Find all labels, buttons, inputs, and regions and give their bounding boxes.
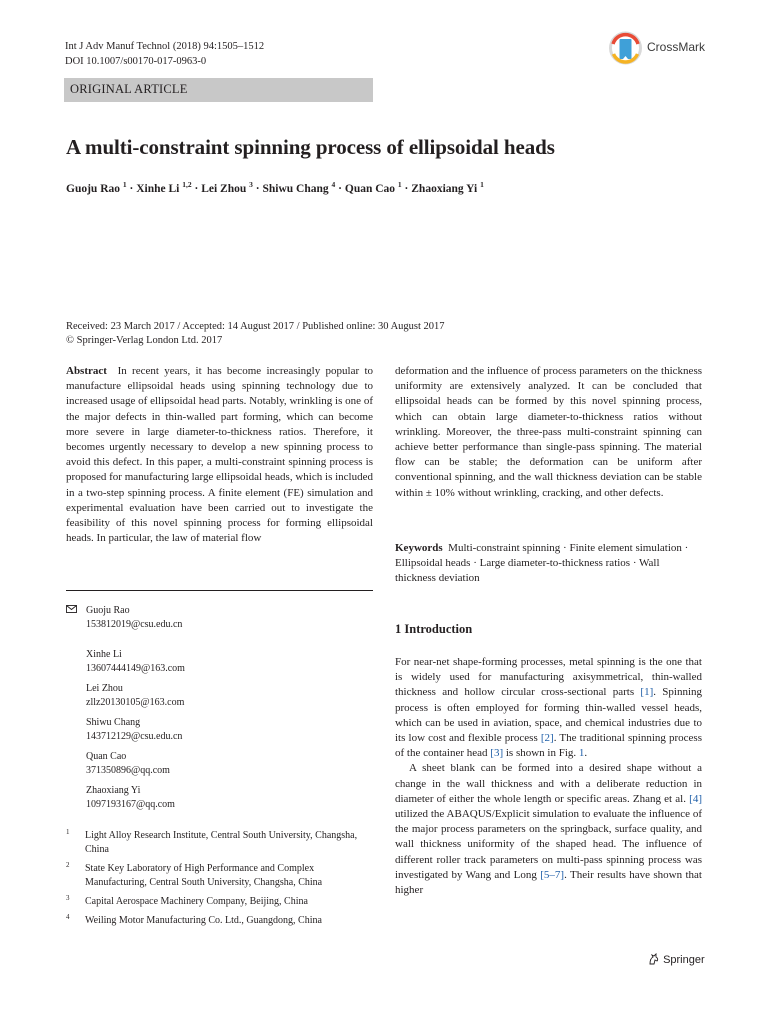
author-name[interactable]: Zhaoxiang Yi $^1$ — [411, 180, 484, 195]
contact-email[interactable]: zllz20130105@163.com — [86, 697, 185, 708]
crossmark-label: CrossMark — [647, 40, 706, 54]
author-affiliation-marker: 3 — [249, 180, 253, 189]
citation-link[interactable]: [1] — [640, 686, 654, 699]
contact-email[interactable]: 371350896@qq.com — [86, 765, 170, 776]
abstract-label: Abstract — [66, 365, 107, 377]
received-line: Received: 23 March 2017 / Accepted: 14 August 2017 / Published online: 30 August 2017 — [66, 321, 445, 332]
section-heading-introduction: 1 Introduction — [395, 622, 473, 636]
affiliation-text: Weiling Motor Manufacturing Co. Ltd., Guangdong, China — [85, 915, 322, 926]
crossmark-icon — [609, 30, 642, 66]
affiliation-number: 3 — [66, 894, 70, 902]
abstract-text-right: deformation and the influence of process parameters on the thickness uniformity are extensively analyzed. It can be concluded that ellipsoidal heads can be formed by this novel spinning process, which can obtain large diameter-to-thickness ratios without wrinkling. Moreover, the three-pass multi-constraint spinning can achieve better performance than single-pass spinning. The material flow can be stable; the deformation can be uniform after conventional spinning, and the wall thickness deviation can be stable within ± 10% without wrinkling, cracking, and other defects. — [395, 365, 702, 499]
abstract-right — [395, 364, 702, 501]
contact-email[interactable]: 1097193167@qq.com — [86, 799, 175, 810]
paper-title: A multi-constraint spinning process of ellipsoidal heads — [66, 135, 555, 159]
contact-email[interactable]: 153812019@csu.edu.cn — [86, 619, 183, 630]
citation-link[interactable]: [3] — [490, 747, 504, 760]
journal-citation: Int J Adv Manuf Technol (2018) 94:1505–1512 — [65, 41, 265, 52]
author-name[interactable]: Xinhe Li $^{1,2}$ — [136, 180, 192, 195]
intro-paragraph-1: For near-net shape-forming processes, metal spinning is the one that is widely used for manufacturing axisymmetrical, thin-walled thickness and hollow circular cross-sectional parts [1]. Spinning process is often employed for forming thin-walled vessel heads, which can be used in aviation, space, and chemical industries due to its low cost and flexible process [2]. The traditional spinning process of the container head [3] is shown in Fig. 1. — [395, 656, 702, 760]
crossmark-logo[interactable] — [606, 28, 718, 70]
contact-name: Zhaoxiang Yi — [86, 785, 141, 796]
keywords-text: Multi-constraint spinning · Finite element simulation · Ellipsoidal heads · Large diameter-to-thickness ratios · Wall thickness deviation — [395, 542, 689, 585]
springer-horse-icon — [648, 953, 660, 965]
keywords-label: Keywords — [395, 542, 443, 554]
affiliation-text: Capital Aerospace Machinery Company, Beijing, China — [85, 896, 308, 907]
abstract-left — [66, 364, 373, 546]
author-separator: · — [335, 182, 345, 195]
figure-link[interactable]: 1 — [578, 747, 585, 760]
affiliation-text: Light Alloy Research Institute, Central South University, Changsha, China — [85, 830, 358, 855]
contact-name: Lei Zhou — [86, 683, 123, 694]
affiliation-text: State Key Laboratory of High Performance and Complex Manufacturing, Central South University, Changsha, China — [85, 863, 323, 888]
author-separator: · — [126, 182, 137, 195]
author-name[interactable]: Guoju Rao $^1$ — [66, 180, 127, 195]
intro-body — [395, 655, 702, 898]
springer-logo — [648, 953, 705, 966]
author-affiliation-marker: 4 — [331, 180, 336, 189]
author-affiliation-marker: 1 — [397, 180, 402, 189]
citation-link[interactable]: [5–7] — [540, 868, 565, 881]
author-affiliation-marker: 1,2 — [182, 180, 192, 189]
contact-email[interactable]: 13607444149@163.com — [86, 663, 185, 674]
article-type: ORIGINAL ARTICLE — [70, 82, 188, 96]
citation-link[interactable]: [4] — [689, 792, 702, 805]
author-list — [66, 180, 484, 195]
keywords-block — [395, 541, 702, 587]
copyright-line: © Springer-Verlag London Ltd. 2017 — [66, 335, 223, 346]
author-separator: · — [252, 182, 263, 195]
author-affiliation-marker: 1 — [480, 180, 484, 189]
envelope-icon — [66, 605, 77, 613]
contact-name: Quan Cao — [86, 751, 127, 762]
author-name[interactable]: Shiwu Chang $^4$ — [262, 180, 336, 195]
citation-link[interactable]: [2] — [540, 732, 554, 745]
author-separator: · — [401, 182, 412, 195]
affiliation-number: 4 — [66, 913, 70, 921]
doi[interactable]: DOI 10.1007/s00170-017-0963-0 — [65, 56, 207, 67]
author-affiliation-marker: 1 — [122, 180, 127, 189]
article-type-band — [64, 78, 373, 102]
author-name[interactable]: Quan Cao $^1$ — [344, 180, 402, 195]
springer-label: Springer — [663, 954, 705, 966]
contact-name: Guoju Rao — [86, 605, 130, 616]
contact-name: Shiwu Chang — [86, 717, 141, 728]
intro-paragraph-2: A sheet blank can be formed into a desired shape without a change in the wall thickness and with a deliberate reduction in diameter of either the whole length or specific areas. Zhang et al. [4] utilized the ABAQUS/Explicit simulation to evaluate the influence of the major process parameters on the springback, surface quality, and wall thickness uniformity of the shaped head. The influence of different roller track parameters on multi-pass spinning process was investigated by Wang and Long [5–7]. Their results have shown that higher — [395, 762, 702, 897]
affiliation-number: 1 — [66, 828, 70, 836]
footnote-rule — [66, 590, 373, 591]
affiliation-number: 2 — [66, 861, 70, 869]
contact-email[interactable]: 143712129@csu.edu.cn — [86, 731, 183, 742]
author-separator: · — [191, 182, 202, 195]
publication-dates — [66, 320, 445, 348]
contact-name: Xinhe Li — [86, 649, 122, 660]
author-name[interactable]: Lei Zhou $^3$ — [201, 180, 253, 195]
abstract-text-left: In recent years, it has become increasingly popular to manufacture ellipsoidal heads using spinning technology due to increased usage of ellipsoidal head parts. Notably, wrinkling is one of the major defects in thin-walled part forming, which can become more severe in large diameter-to-thickness ratios. Therefore, it becomes urgently necessary to develop a new spinning process to avoid this defect. In this paper, a multi-constraint spinning process is proposed for manufacturing large ellipsoidal heads, which is included in a two-step spinning process. A finite element (FE) simulation and experimental evaluation have been carried out to investigate the feasibility of this novel spinning process for forming ellipsoidal heads. In particular, the law of material flow — [66, 365, 373, 545]
